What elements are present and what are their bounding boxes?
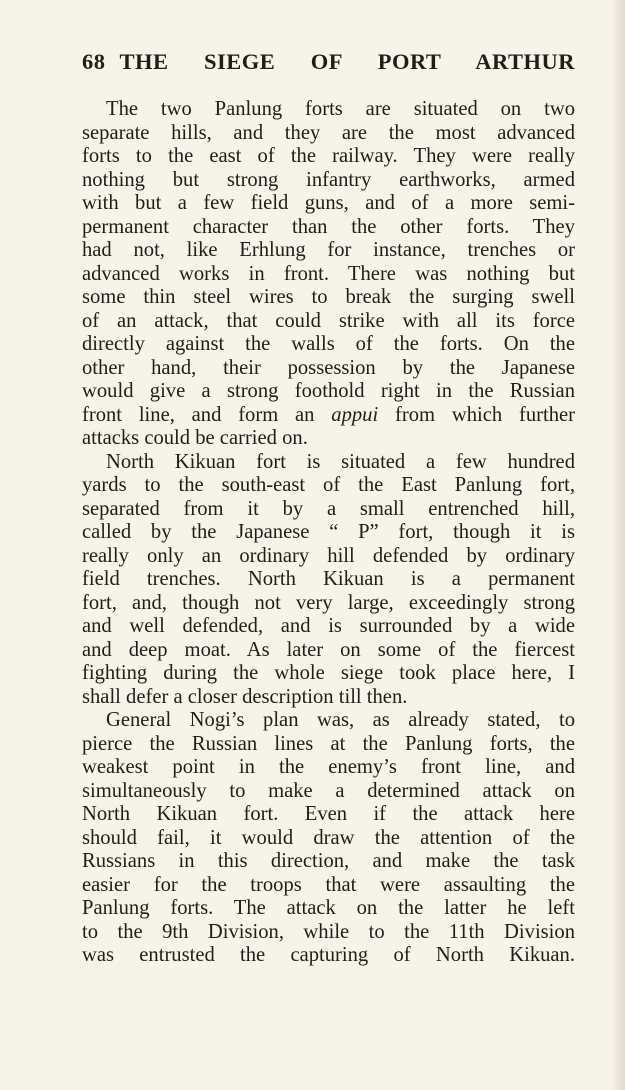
text-line: really only an ordinary hill defended by ordinary [82,544,575,567]
text-line: simultaneously to make a determined attack on [82,779,575,802]
text-line: and well defended, and is surrounded by a wide [82,615,575,637]
text-line: some thin steel wires to break the surging swell [82,286,575,308]
page-number: 68 [82,49,106,74]
text-line: attacks could be carried on. [82,427,308,449]
text-line: Russians in this direction, and make the task [82,850,575,872]
text-line: was entrusted the capturing of North Kikuan. [82,944,575,966]
text-line-with-italic [82,404,575,428]
text-line: yards to the south-east of the East Panlung fort, [82,474,575,496]
text-line: fighting during the whole siege took place here, I [82,662,575,684]
body-text [82,98,575,968]
text-segment: front line, and form an [82,403,315,426]
running-head [82,46,575,78]
text-line: had not, like Erhlung for instance, trenches or [82,239,575,261]
text-line: pierce the Russian lines at the Panlung forts, the [82,732,575,755]
paragraph-3 [82,709,575,968]
text-line: nothing but strong infantry earthworks, armed [82,168,575,191]
text-line: to the 9th Division, while to the 11th Division [82,920,575,943]
text-line: North Kikuan fort is situated a few hundred [106,450,575,473]
text-line: directly against the walls of the forts. On the [82,333,575,355]
text-line: separated from it by a small entrenched hill, [82,497,575,520]
text-line: would give a strong foothold right in the Russian [82,380,575,402]
text-line: permanent character than the other forts. They [82,215,575,238]
paragraph-2 [82,451,575,710]
text-line: separate hills, and they are the most advanced [82,121,575,144]
text-line: Panlung forts. The attack on the latter he left [82,897,575,919]
paragraph-1 [82,98,575,451]
text-line: North Kikuan fort. Even if the attack here [82,803,575,825]
text-line: The two Panlung forts are situated on two [106,98,575,120]
text-line: with but a few field guns, and of a more semi- [82,192,575,214]
text-line: and deep moat. As later on some of the fiercest [82,638,575,661]
text-line: field trenches. North Kikuan is a permanent [82,568,575,590]
text-line: of an attack, that could strike with all its force [82,309,575,332]
italic-word: appui [331,403,379,426]
text-line: other hand, their possession by the Japanese [82,356,575,379]
text-line: should fail, it would draw the attention of the [82,826,575,849]
text-line: General Nogi’s plan was, as already stated, to [106,709,575,731]
text-line: forts to the east of the railway. They were really [82,145,575,167]
text-line: called by the Japanese “ P” fort, though it is [82,521,575,543]
book-page [82,46,575,968]
text-segment: from which further [395,403,576,426]
text-line: shall defer a closer description till then. [82,685,408,708]
text-line: fort, and, though not very large, exceedingly strong [82,591,575,614]
page-gutter-shadow [611,0,625,1090]
text-line: weakest point in the enemy’s front line, and [82,756,575,778]
running-title: THE SIEGE OF PORT ARTHUR [119,49,575,74]
text-line: advanced works in front. There was nothing but [82,262,575,285]
text-line: easier for the troops that were assaulting the [82,873,575,896]
